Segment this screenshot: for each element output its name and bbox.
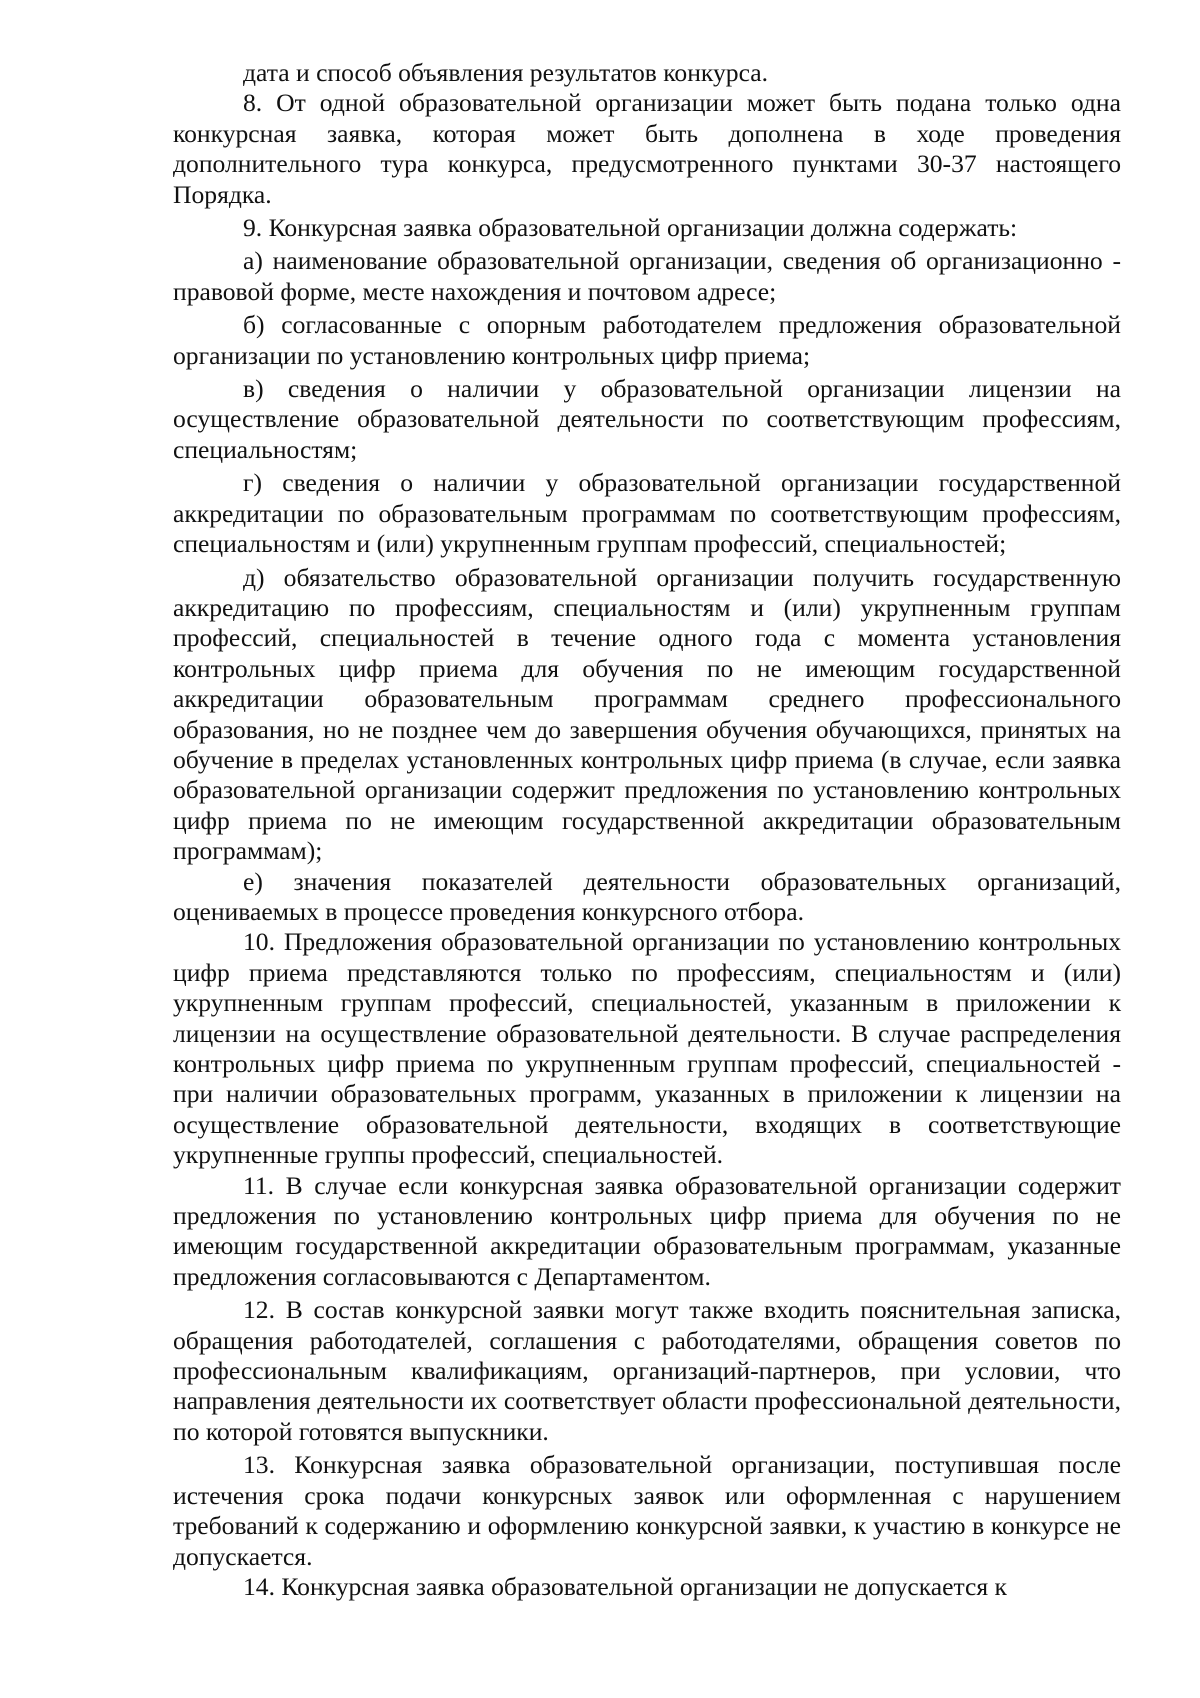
paragraph-13: 13. Конкурсная заявка образовательной организации, поступившая после истечения срока подачи конкурсных заявок или оформленная с нарушением требований к содержанию и оформлению конкурсной заявки, к участию в конкурсе не допускается. xyxy=(173,1450,1121,1571)
document-body xyxy=(173,58,1121,1602)
paragraph-9g: г) сведения о наличии у образовательной организации государственной аккредитации по образовательным программам по соответствующим профессиям, специальностям и (или) укрупненным группам профессий, специальностей; xyxy=(173,468,1121,559)
paragraph-9b: б) согласованные с опорным работодателем предложения образовательной организации по установлению контрольных цифр приема; xyxy=(173,310,1121,370)
paragraph-9d: д) обязательство образовательной организации получить государственную аккредитацию по профессиям, специальностям и (или) укрупненным группам профессий, специальностей в течение одного года с момента установления контрольных цифр приема для обучения по не имеющим государственной аккредитации образовательным программам среднего профессионального образования, но не позднее чем до завершения обучения обучающихся, принятых на обучение в пределах установленных контрольных цифр приема (в случае, если заявка образовательной организации содержит предложения по установлению контрольных цифр приема по не имеющим государственной аккредитации образовательным программам); xyxy=(173,562,1121,866)
paragraph-8: 8. От одной образовательной организации может быть подана только одна конкурсная заявка, которая может быть дополнена в ходе проведения дополнительного тура конкурса, предусмотренного пунктами 30-37 настоящего Порядка. xyxy=(173,88,1121,209)
paragraph-9a: а) наименование образовательной организации, сведения об организационно - правовой форме, месте нахождения и почтовом адресе; xyxy=(173,246,1121,306)
paragraph-9e: е) значения показателей деятельности образовательных организаций, оцениваемых в процессе проведения конкурсного отбора. xyxy=(173,866,1121,926)
paragraph-11: 11. В случае если конкурсная заявка образовательной организации содержит предложения по установлению контрольных цифр приема для обучения по не имеющим государственной аккредитации образовательным программам, указанные предложения согласовываются с Департаментом. xyxy=(173,1170,1121,1291)
paragraph-9: 9. Конкурсная заявка образовательной организации должна содержать: xyxy=(243,213,1018,243)
paragraph-10: 10. Предложения образовательной организации по установлению контрольных цифр приема представляются только по профессиям, специальностям и (или) укрупненным группам профессий, специальностей, указанным в приложении к лицензии на осуществление образовательной деятельности. В случае распределения контрольных цифр приема по укрупненным группам профессий, специальностей - при наличии образовательных программ, указанных в приложении к лицензии на осуществление образовательной деятельности, входящих в соответствующие укрупненные группы профессий, специальностей. xyxy=(173,927,1121,1170)
paragraph-7-continuation: дата и способ объявления результатов конкурса. xyxy=(243,58,768,87)
paragraph-9v: в) сведения о наличии у образовательной организации лицензии на осуществление образовательной деятельности по соответствующим профессиям, специальностям; xyxy=(173,374,1121,464)
paragraph-14: 14. Конкурсная заявка образовательной организации не допускается к xyxy=(243,1571,1007,1601)
paragraph-12: 12. В состав конкурсной заявки могут также входить пояснительная записка, обращения работодателей, соглашения с работодателями, обращения советов по профессиональным квалификациям, организаций-партнеров, при условии, что направления деятельности их соответствует области профессиональной деятельности, по которой готовятся выпускники. xyxy=(173,1295,1121,1446)
